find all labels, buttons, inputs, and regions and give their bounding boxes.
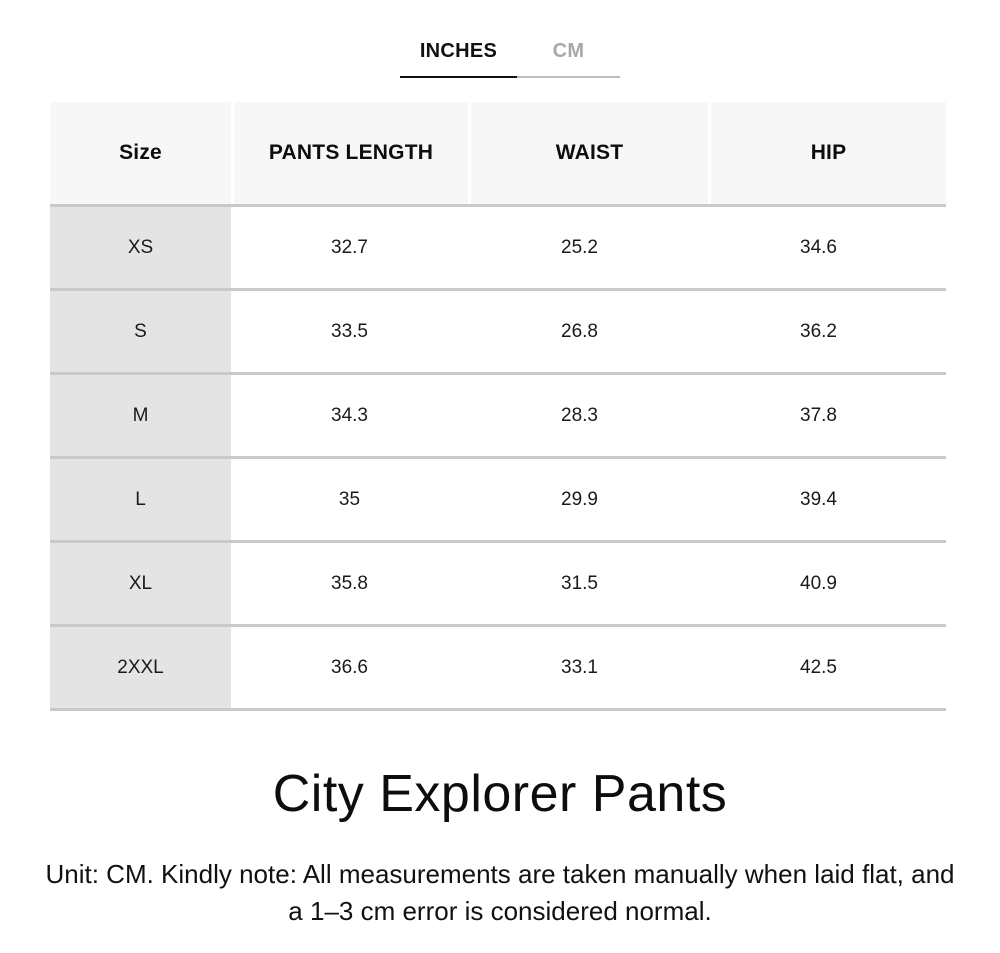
cell-size: L	[50, 459, 231, 540]
cell-pants-length: 35.8	[331, 572, 368, 594]
cell-pants-length: 34.3	[331, 404, 368, 426]
header-waist: WAIST	[468, 102, 708, 204]
cell-waist: 31.5	[561, 572, 598, 594]
table-row	[50, 459, 946, 540]
cell-hip: 36.2	[800, 320, 837, 342]
tab-inches[interactable]: INCHES	[419, 40, 498, 62]
table-row	[50, 207, 946, 288]
cell-waist: 29.9	[561, 488, 598, 510]
cell-hip: 39.4	[800, 488, 837, 510]
cell-hip: 40.9	[800, 572, 837, 594]
table-header	[50, 102, 946, 204]
table-row	[50, 543, 946, 624]
product-title: City Explorer Pants	[272, 765, 728, 823]
header-hip: HIP	[708, 102, 946, 204]
table-row	[50, 291, 946, 372]
cell-waist: 25.2	[561, 236, 598, 258]
cell-hip: 34.6	[800, 236, 837, 258]
cell-size: XS	[50, 207, 231, 288]
tab-cm[interactable]: CM	[552, 40, 585, 62]
cell-size: M	[50, 375, 231, 456]
cell-pants-length: 33.5	[331, 320, 368, 342]
cell-size: 2XXL	[50, 627, 231, 708]
cell-pants-length: 35	[338, 488, 361, 510]
header-pants-length: PANTS LENGTH	[231, 102, 468, 204]
cell-waist: 28.3	[561, 404, 598, 426]
cell-waist: 26.8	[561, 320, 598, 342]
cell-hip: 42.5	[800, 656, 837, 678]
table-row	[50, 375, 946, 456]
unit-tabs	[400, 30, 620, 78]
header-size: Size	[50, 102, 231, 204]
cell-size: S	[50, 291, 231, 372]
tab-underline	[517, 76, 620, 78]
cell-size: XL	[50, 543, 231, 624]
size-chart-table	[50, 102, 946, 711]
row-divider	[50, 708, 946, 711]
cell-waist: 33.1	[561, 656, 598, 678]
measurement-note: Unit: CM. Kindly note: All measurements are taken manually when laid flat, and a 1–3 cm error is considered normal.	[45, 859, 955, 926]
cell-hip: 37.8	[800, 404, 837, 426]
active-tab-indicator	[400, 76, 517, 78]
cell-pants-length: 32.7	[331, 236, 368, 258]
cell-pants-length: 36.6	[331, 656, 368, 678]
table-row	[50, 627, 946, 708]
